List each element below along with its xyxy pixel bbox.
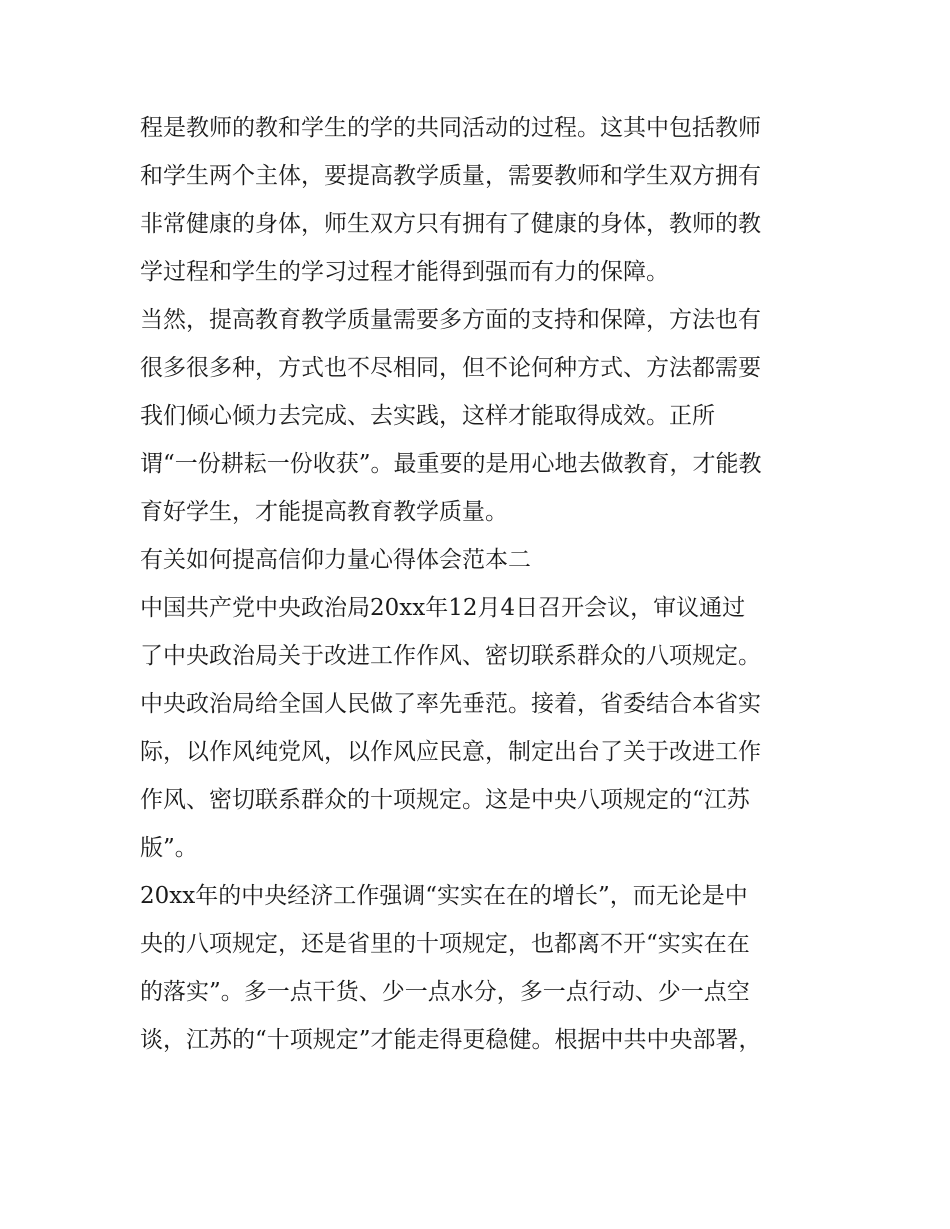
text-line: 的落实”。多一点干货、少一点水分，多一点行动、少一点空	[140, 979, 750, 1005]
text-line: 谈，江苏的“十项规定”才能走得更稳健。根据中共中央部署，	[140, 1027, 762, 1053]
text-line: 际，以作风纯党风，以作风应民意，制定出台了关于改进工作	[140, 739, 761, 765]
text-line: 和学生两个主体，要提高教学质量，需要教师和学生双方拥有	[140, 163, 761, 189]
text-line: 程是教师的教和学生的学的共同活动的过程。这其中包括教师	[140, 115, 761, 141]
text-line: 20xx年的中央经济工作强调“实实在在的增长”，而无论是中	[140, 883, 748, 909]
text-line: 非常健康的身体，师生双方只有拥有了健康的身体，教师的教	[140, 211, 761, 237]
text-line: 育好学生，才能提高教育教学质量。	[140, 499, 508, 525]
text-line: 作风、密切联系群众的十项规定。这是中央八项规定的“江苏	[140, 787, 750, 813]
text-line: 很多很多种，方式也不尽相同，但不论何种方式、方法都需要	[140, 355, 761, 381]
text-line: 学过程和学生的学习过程才能得到强而有力的保障。	[140, 259, 669, 285]
text-line: 央的八项规定，还是省里的十项规定，也都离不开“实实在在	[140, 931, 750, 957]
text-line: 了中央政治局关于改进工作作风、密切联系群众的八项规定。	[140, 643, 761, 669]
text-line: 版”。	[140, 835, 198, 861]
text-line: 谓“一份耕耘一份收获”。最重要的是用心地去做教育，才能教	[140, 451, 762, 477]
text-line: 中国共产党中央政治局20xx年12月4日召开会议，审议通过	[140, 595, 746, 621]
section-heading: 有关如何提高信仰力量心得体会范本二	[140, 547, 531, 573]
text-line: 我们倾心倾力去完成、去实践，这样才能取得成效。正所	[140, 403, 715, 429]
text-line: 中央政治局给全国人民做了率先垂范。接着，省委结合本省实	[140, 691, 761, 717]
text-line: 当然，提高教育教学质量需要多方面的支持和保障，方法也有	[140, 307, 761, 333]
